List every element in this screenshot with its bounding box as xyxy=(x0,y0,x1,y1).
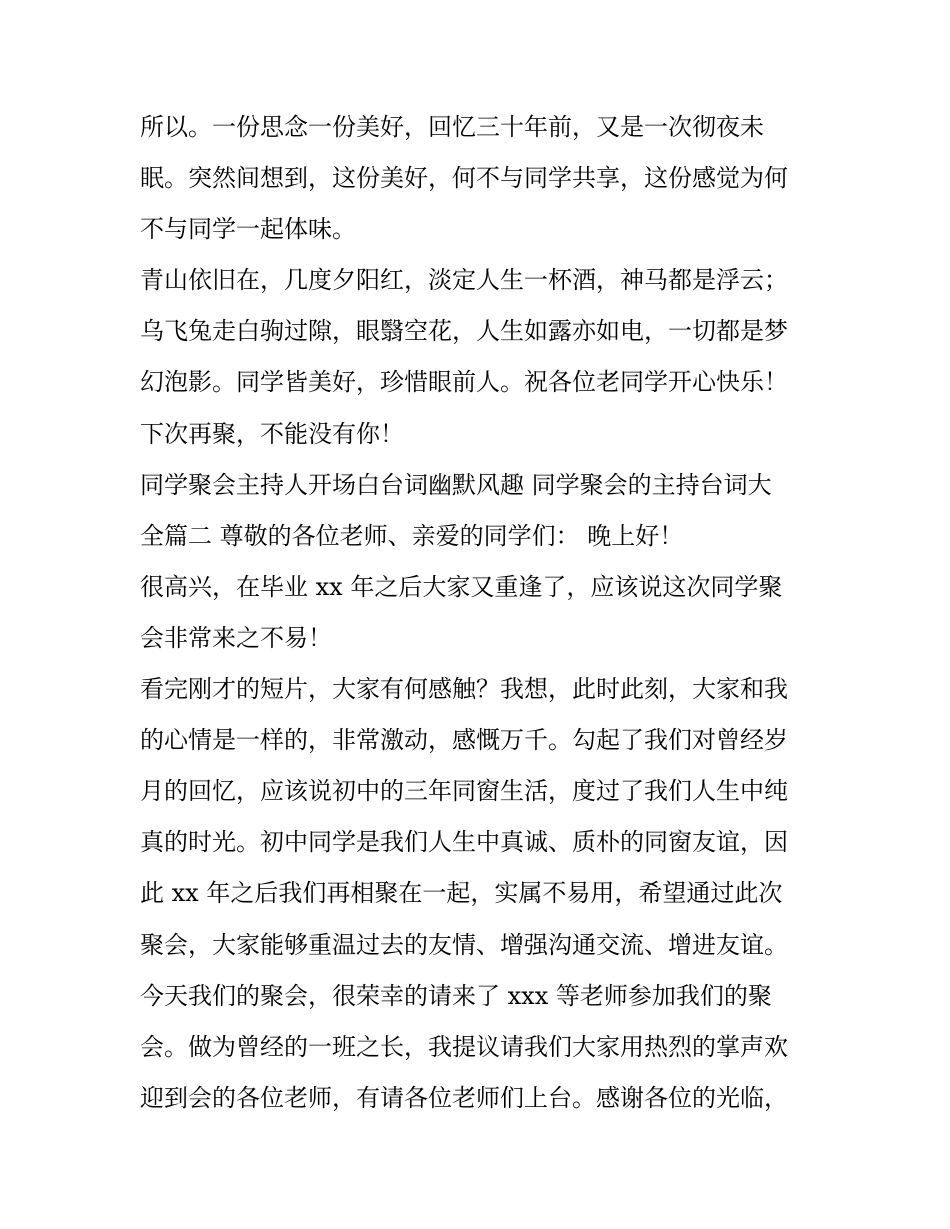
text-line: 幻泡影。同学皆美好，珍惜眼前人。祝各位老同学开心快乐！ xyxy=(140,368,788,397)
text-line: 所以。一份思念一份美好，回忆三十年前，又是一次彻夜未 xyxy=(140,113,764,141)
text-line: 会非常来之不易！ xyxy=(140,623,332,652)
text-line: 月的回忆，应该说初中的三年同窗生活，度过了我们人生中纯 xyxy=(140,777,788,806)
text-line: 青山依旧在，几度夕阳红，淡定人生一杯酒，神马都是浮云； xyxy=(140,266,788,295)
text-line: 眠。突然间想到，这份美好，何不与同学共享，这份感觉为何 xyxy=(140,164,788,193)
text-line: 不与同学一起体味。 xyxy=(140,215,356,244)
text-line: 此 xx 年之后我们再相聚在一起，实属不易用，希望通过此次 xyxy=(140,879,783,908)
text-line: 今天我们的聚会，很荣幸的请来了 xxx 等老师参加我们的聚 xyxy=(140,981,772,1010)
text-line: 的心情是一样的，非常激动，感慨万千。勾起了我们对曾经岁 xyxy=(140,726,788,755)
text-line: 真的时光。初中同学是我们人生中真诚、质朴的同窗友谊，因 xyxy=(140,828,788,857)
document-body xyxy=(140,102,812,1124)
text-line: 很高兴，在毕业 xx 年之后大家又重逢了，应该说这次同学聚 xyxy=(140,572,783,601)
text-line: 看完刚才的短片，大家有何感触？我想，此时此刻，大家和我 xyxy=(140,675,788,704)
text-line: 聚会，大家能够重温过去的友情、增强沟通交流、增进友谊。 xyxy=(140,930,788,959)
text-line: 迎到会的各位老师，有请各位老师们上台。感谢各位的光临， xyxy=(140,1083,788,1112)
text-line: 乌飞兔走白驹过隙，眼翳空花，人生如露亦如电，一切都是梦 xyxy=(140,317,788,346)
text-line: 同学聚会主持人开场白台词幽默风趣 同学聚会的主持台词大 xyxy=(140,470,772,499)
text-line: 全篇二 尊敬的各位老师、亲爱的同学们： 晚上好！ xyxy=(140,521,684,550)
text-line: 下次再聚，不能没有你！ xyxy=(140,419,404,448)
text-line: 会。做为曾经的一班之长，我提议请我们大家用热烈的掌声欢 xyxy=(140,1032,788,1061)
